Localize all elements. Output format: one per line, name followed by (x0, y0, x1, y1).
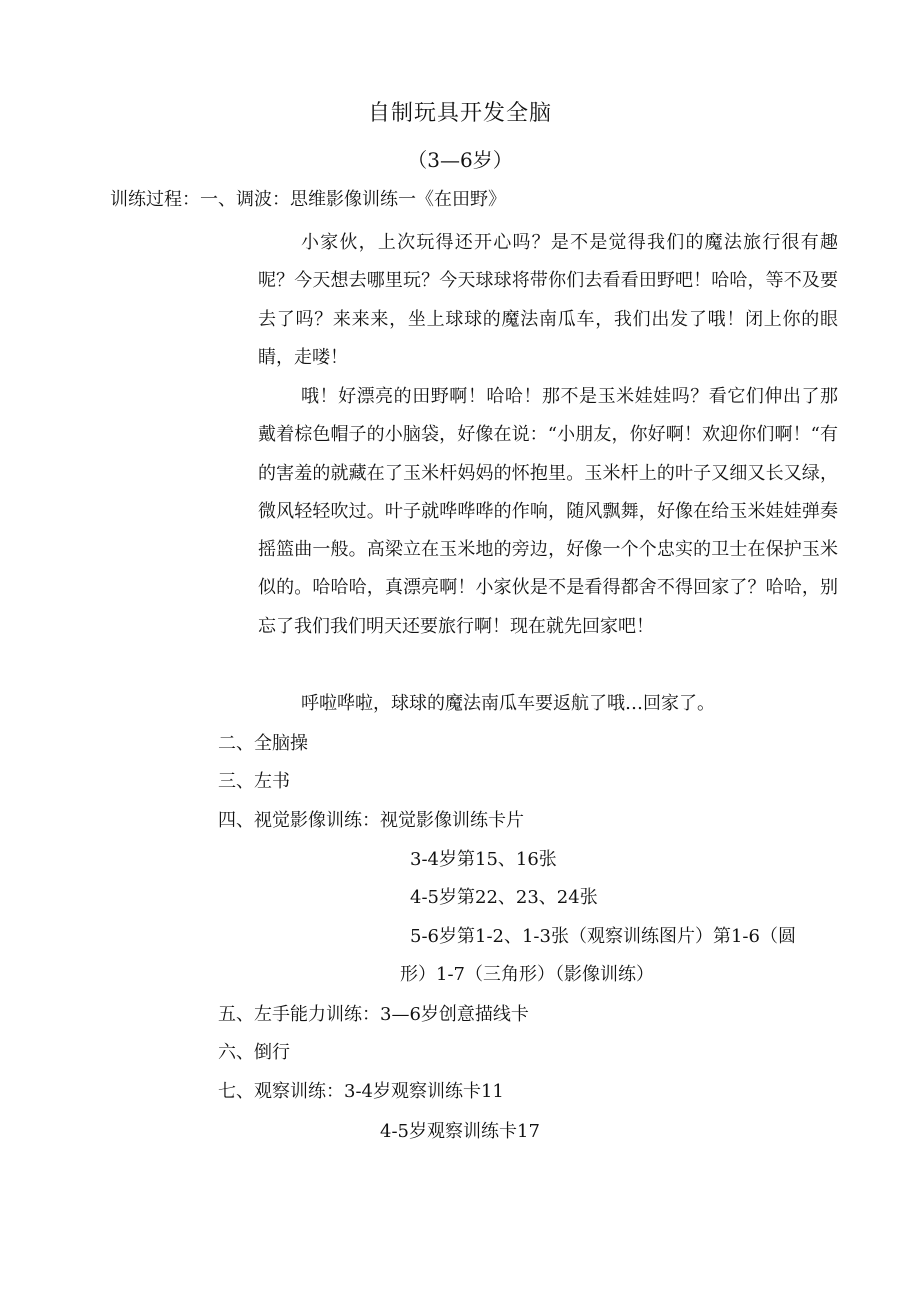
list-item-7: 七、观察训练：3-4岁观察训练卡11 (218, 1081, 504, 1102)
list-item-6: 六、倒行 (218, 1042, 290, 1063)
list-item-5: 五、左手能力训练：3—6岁创意描线卡 (218, 1004, 529, 1025)
list-item-7-a: 4-5岁观察训练卡17 (380, 1121, 540, 1142)
list-item-4: 四、视觉影像训练：视觉影像训练卡片 (218, 810, 524, 831)
page-title: 自制玩具开发全脑 (367, 101, 552, 126)
list-item-3: 三、左书 (218, 771, 290, 792)
heading-text: 一、调波：思维影像训练一《在田野》 (200, 189, 506, 210)
list-item-4-b: 4-5岁第22、23、24张 (410, 887, 598, 908)
heading-label: 训练过程： (110, 189, 200, 210)
list-item-2: 二、全脑操 (218, 733, 308, 754)
list-item-4-c-line1: 5-6岁第1-2、1-3张（观察训练图片）第1-6（圆 (410, 926, 796, 947)
list-item-4-c-line2: 形）1-7（三角形）（影像训练） (400, 964, 654, 985)
page-subtitle: （3—6岁） (407, 148, 513, 172)
story-paragraph-2: 哦！好漂亮的田野啊！哈哈！那不是玉米娃娃吗？看它们伸出了那戴着棕色帽子的小脑袋，好像在说：“小朋友，你好啊！欢迎你们啊！“有的害羞的就藏在了玉米杆妈妈的怀抱里。玉米杆上的叶子又细又长又绿，微风轻轻吹过。叶子就哗哗哗的作响，随风飘舞，好像在给玉米娃娃弹奏摇篮曲一般。高梁立在玉米地的旁边，好像一个个忠实的卫士在保护玉米似的。哈哈哈，真漂亮啊！小家伙是不是看得都舍不得回家了？哈哈，别忘了我们我们明天还要旅行啊！现在就先回家吧！ (258, 386, 838, 637)
story-paragraph-3: 呼啦哗啦，球球的魔法南瓜车要返航了哦…回家了。 (301, 693, 715, 714)
list-item-4-a: 3-4岁第15、16张 (410, 849, 557, 870)
story-paragraph-1: 小家伙，上次玩得还开心吗？是不是觉得我们的魔法旅行很有趣呢？今天想去哪里玩？今天球球将带你们去看看田野吧！哈哈，等不及要去了吗？来来来，坐上球球的魔法南瓜车，我们出发了哦！闭上你的眼睛，走喽！ (258, 232, 838, 368)
section-heading (110, 188, 506, 212)
